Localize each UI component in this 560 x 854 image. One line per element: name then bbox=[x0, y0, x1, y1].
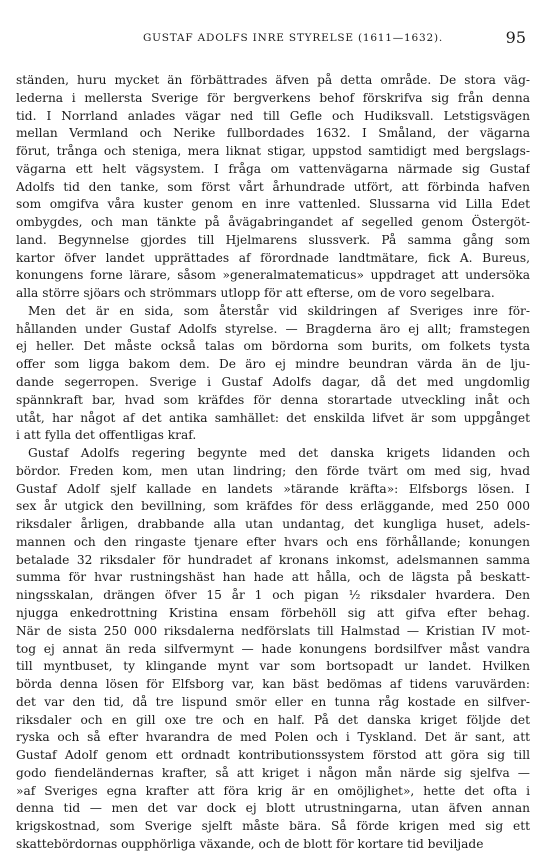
text-line: till myntbuset, ty klingande mynt var som bortsopadt ur landet. Hvilken bbox=[16, 659, 530, 674]
text-line: börda denna lösen för Elfsborg var, kan bäst bedömas af tidens varuvärden: bbox=[16, 677, 530, 692]
text-line: riksdaler årligen, drabbande alla utan undantag, det kungliga huset, adels- bbox=[16, 517, 530, 532]
text-line: riksdaler och en gill oxe tre och en half. På det danska kriget följde det bbox=[16, 712, 530, 727]
text-line: tog ej annat än reda silfvermynt — hade konungens bordsilfver måst vandra bbox=[16, 641, 530, 656]
text-line: betalade 32 riksdaler för hundradet af kronans inkomst, adelsmannen samma bbox=[16, 552, 530, 567]
text-line: ningsskalan, drängen öfver 15 år 1 och pigan ½ riksdaler hvardera. Den bbox=[16, 588, 530, 603]
page-body bbox=[16, 72, 530, 854]
text-line: godo fiendeländernas krafter, så att kriget i någon mån närde sig sjelfva — bbox=[16, 765, 530, 780]
page-header bbox=[96, 28, 530, 50]
text-line: bördor. Freden kom, men utan lindring; den förde tvärt om med sig, hvad bbox=[16, 463, 530, 478]
text-line: utåt, har något af det antika samhället: det enskilda lifvet är som uppgånget bbox=[16, 410, 530, 425]
text-line: sex år utgick den bevillning, som kräfdes för dess erläggande, med 250 000 bbox=[16, 499, 530, 514]
text-line: offer som ligga bakom dem. De äro ej mindre beundran värda än de lju- bbox=[16, 357, 530, 372]
text-line: skattebördornas oupphörliga växande, och de blott för kortare tid beviljade bbox=[16, 836, 484, 851]
text-line: lederna i mellersta Sverige för bergverkens behof förskrifva sig från denna bbox=[16, 90, 530, 105]
text-line: »af Sveriges egna krafter att föra krig är en omöjlighet», hette det ofta i bbox=[16, 783, 530, 798]
text-line: denna tid — men det var dock ej blott utrustningarna, utan äfven annan bbox=[16, 801, 530, 816]
text-line: När de sista 250 000 riksdalerna nedförslats till Halmstad — Kristian IV mot- bbox=[16, 623, 530, 638]
text-line: Men det är en sida, som återstår vid skildringen af Sveriges inre för- bbox=[28, 303, 530, 318]
text-line: tid. I Norrland anlades vägar ned till Gefle och Hudiksvall. Letstigsvägen bbox=[16, 108, 530, 123]
text-line: spännkraft bar, hvad som kräfdes för denna storartade utveckling inåt och bbox=[16, 392, 530, 407]
paragraph bbox=[16, 445, 530, 854]
text-line: vägarna ett helt vägsystem. I fråga om vattenvägarna närmade sig Gustaf bbox=[16, 161, 530, 176]
text-line: dande segerropen. Sverige i Gustaf Adolfs dagar, då det med ungdomlig bbox=[16, 375, 530, 390]
text-line: ständen, huru mycket än förbättrades äfven på detta område. De stora väg- bbox=[16, 73, 530, 87]
page-number: 95 bbox=[505, 28, 526, 47]
text-line: hållanden under Gustaf Adolfs styrelse. — Bragderna äro ej allt; framstegen bbox=[16, 321, 530, 336]
text-line: ej heller. Det måste också talas om bördorna som burits, om folkets tysta bbox=[16, 339, 530, 354]
text-line: ryska och så efter hvarandra de med Polen och i Tyskland. Det är sant, att bbox=[16, 730, 530, 745]
text-line: i att fylla det offentligas kraf. bbox=[16, 428, 197, 443]
text-line: krigskostnad, som Sverige sjelft måste bära. Så förde krigen med sig ett bbox=[16, 819, 530, 834]
text-line: mannen och den ringaste tjenare efter hvars och ens förhållande; konungen bbox=[16, 534, 530, 549]
text-line: land. Begynnelse gjordes till Hjelmarens slussverk. På samma gång som bbox=[16, 232, 530, 247]
text-line: Gustaf Adolf sjelf kallade en landets »tärande kräfta»: Elfsborgs lösen. I bbox=[16, 481, 530, 496]
text-line: konungens forne lärare, såsom »generalmatematicus» uppdraget att undersöka bbox=[16, 268, 530, 283]
text-line: njugga enkedrottning Kristina ensam förbehöll sig att gifva efter behag. bbox=[16, 605, 530, 620]
text-line: det var den tid, då tre lispund smör eller en tunna råg kostade en silfver- bbox=[16, 694, 530, 709]
text-line: Gustaf Adolfs regering begynte med det danska krigets lidanden och bbox=[28, 446, 530, 461]
paragraph bbox=[16, 72, 530, 303]
text-line: Adolfs tid den tanke, som först vårt århundrade utfört, att förbinda hafven bbox=[16, 179, 530, 194]
text-line: alla större sjöars och strömmars utlopp för att efterse, om de voro segelbara. bbox=[16, 286, 495, 301]
text-line: Gustaf Adolf genom ett ordnadt kontributionssystem förstod att göra sig till bbox=[16, 748, 530, 763]
text-line: förut, trånga och steniga, mera liknat stigar, uppstod samtidigt med bergslags- bbox=[16, 144, 530, 159]
text-line: ombygdes, och man tänkte på åvägabringandet af segelled genom Östergöt- bbox=[16, 215, 530, 230]
running-head: GUSTAF ADOLFS INRE STYRELSE (1611—1632). bbox=[142, 32, 444, 44]
text-line: kartor öfver landet upprättades af förordnade landtmätare, fick A. Bureus, bbox=[16, 250, 530, 265]
text-line: som omgifva våra kuster genom en inre vattenled. Slussarna vid Lilla Edet bbox=[16, 197, 530, 212]
paragraph bbox=[16, 303, 530, 445]
text-line: summa för hvar rustningshäst han hade att hålla, och de lägsta på beskatt- bbox=[16, 570, 530, 585]
text-line: mellan Vermland och Nerike fullbordades 1632. I Småland, der vägarna bbox=[16, 126, 530, 141]
